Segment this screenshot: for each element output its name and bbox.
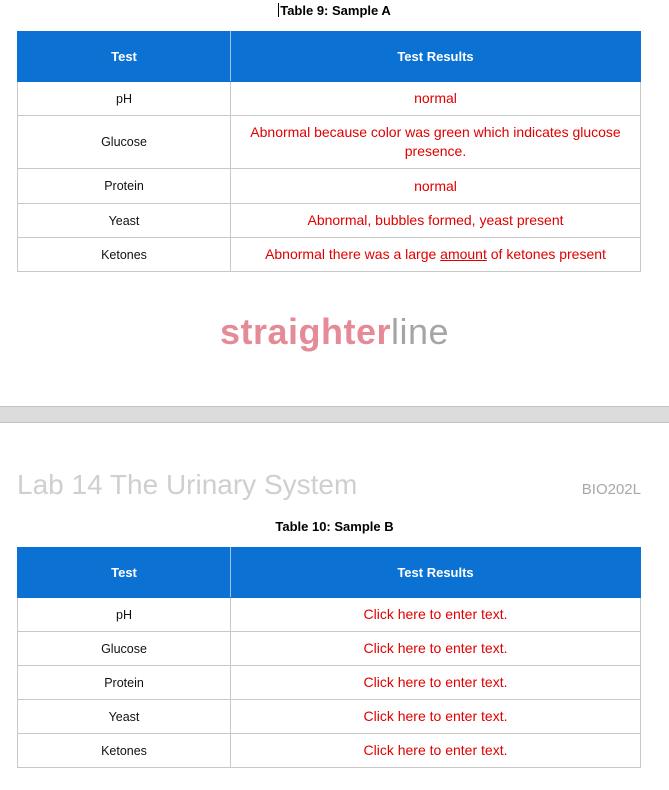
- test-name: Yeast: [18, 700, 231, 734]
- test-name: pH: [18, 598, 231, 632]
- test-name: Protein: [18, 169, 231, 204]
- table-header-row: [18, 548, 641, 598]
- table-row: [18, 169, 641, 204]
- result-placeholder[interactable]: Click here to enter text.: [231, 700, 641, 734]
- underlined-word: amount: [440, 246, 487, 262]
- test-result[interactable]: Abnormal there was a large amount of ketones present: [231, 238, 641, 272]
- test-name: Ketones: [18, 238, 231, 272]
- sample-a-table: [17, 31, 641, 272]
- page-header-title: Lab 14 The Urinary System: [17, 469, 358, 500]
- table-row: [18, 238, 641, 272]
- table-9-caption: Table 9: Sample A: [280, 3, 391, 18]
- test-name: Protein: [18, 666, 231, 700]
- test-name: pH: [18, 82, 231, 116]
- table-row: [18, 700, 641, 734]
- result-placeholder[interactable]: Click here to enter text.: [231, 598, 641, 632]
- table-row: [18, 666, 641, 700]
- column-header-results: Test Results: [231, 548, 641, 598]
- test-result[interactable]: normal: [231, 169, 641, 204]
- table-10-caption: Table 10: Sample B: [275, 519, 394, 534]
- test-result[interactable]: Abnormal, bubbles formed, yeast present: [231, 204, 641, 238]
- column-header-test: Test: [18, 548, 231, 598]
- table-row: [18, 204, 641, 238]
- page-header-course: BIO202L: [581, 481, 641, 498]
- result-placeholder[interactable]: Click here to enter text.: [231, 734, 641, 768]
- test-result[interactable]: normal: [231, 82, 641, 116]
- straighterline-logo: straighterline: [219, 311, 450, 352]
- column-header-results: Test Results: [231, 32, 641, 82]
- table-row: [18, 598, 641, 632]
- result-placeholder[interactable]: Click here to enter text.: [231, 632, 641, 666]
- test-result[interactable]: Abnormal because color was green which indicates glucose presence.: [231, 116, 641, 169]
- page-break: [0, 406, 669, 423]
- table-row: [18, 632, 641, 666]
- column-header-test: Test: [18, 32, 231, 82]
- test-name: Yeast: [18, 204, 231, 238]
- table-row: [18, 734, 641, 768]
- test-name: Ketones: [18, 734, 231, 768]
- sample-b-table: [17, 547, 641, 768]
- table-header-row: [18, 32, 641, 82]
- table-row: [18, 82, 641, 116]
- table-row: [18, 116, 641, 169]
- result-placeholder[interactable]: Click here to enter text.: [231, 666, 641, 700]
- test-name: Glucose: [18, 632, 231, 666]
- test-name: Glucose: [18, 116, 231, 169]
